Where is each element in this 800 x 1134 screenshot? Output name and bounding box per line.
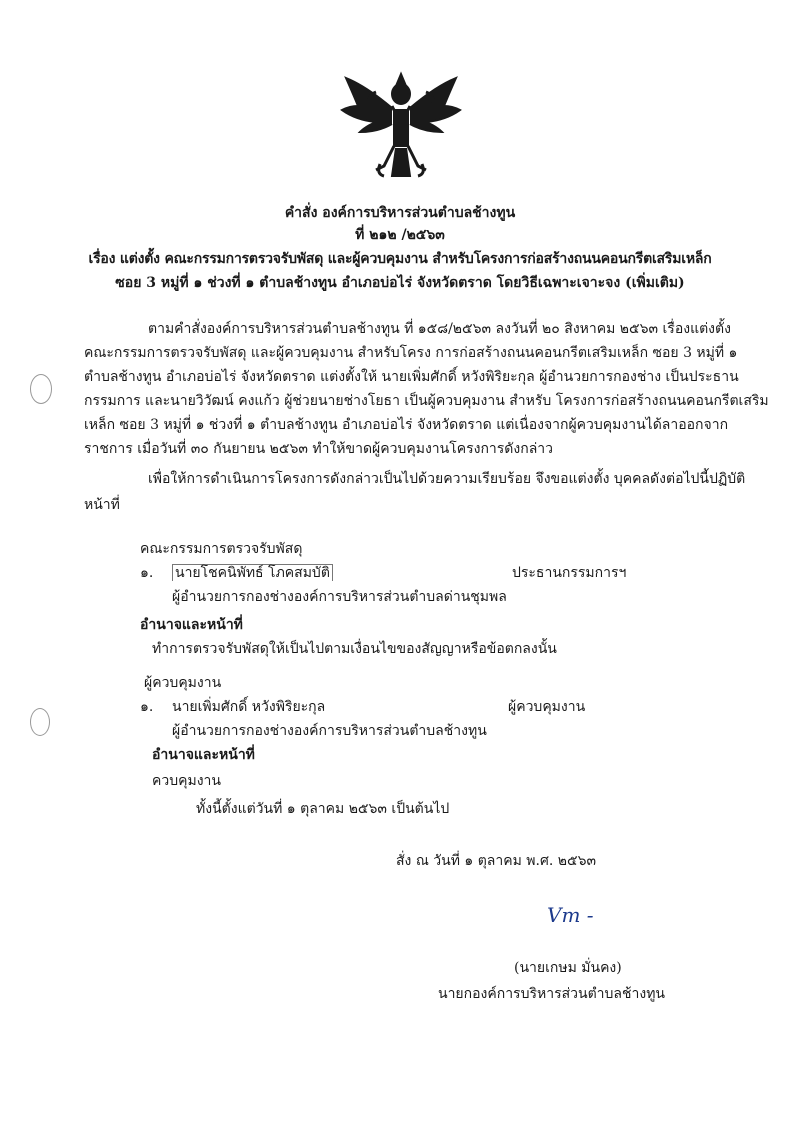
order-title: คำสั่ง องค์การบริหารส่วนตำบลช้างทูน [284,205,516,221]
signer-title: นายกองค์การบริหารส่วนตำบลช้างทูน [438,986,665,1002]
supervisor-name: นายเพิ่มศักดิ์ หวังพิริยะกุล [172,699,326,715]
committee-role: ประธานกรรมการฯ [512,565,627,581]
para1-line-6: ราชการ เมื่อวันที่ ๓๐ กันยายน ๒๕๖๓ ทำให้ขาดผู้ควบคุมงานโครงการดังกล่าว [84,441,554,457]
signature-text: Vm - [547,903,594,927]
garuda-emblem-icon [336,66,466,181]
committee-duty-text: ทำการตรวจรับพัสดุให้เป็นไปตามเงื่อนไขของสัญญาหรือข้อตกลงนั้น [152,641,557,657]
para2-line-2: หน้าที่ [84,497,120,513]
para1-line-2: คณะกรรมการตรวจรับพัสดุ และผู้ควบคุมงาน สำหรับโครง การก่อสร้างถนนคอนกรีตเสริมเหล็ก ซอย 3 หมู่ที่ ๑ [84,345,738,361]
order-date: สั่ง ณ วันที่ ๑ ตุลาคม พ.ศ. ๒๕๖๓ [396,853,597,869]
signer-name: (นายเกษม มั่นคง) [514,960,622,976]
para2-line-1: เพื่อให้การดำเนินการโครงการดังกล่าวเป็นไปด้วยความเรียบร้อย จึงขอแต่งตั้ง บุคคลดังต่อไปนี้ปฏิบัติ [148,471,746,487]
para1-line-5: เหล็ก ซอย 3 หมู่ที่ ๑ ช่วงที่ ๑ ตำบลช้างทูน อำเภอบ่อไร่ จังหวัดตราด แต่เนื่องจากผู้ควบคุมงานได้ลาออกจาก [84,417,729,433]
supervisor-role: ผู้ควบคุมงาน [508,699,586,715]
hole-punch-mark-icon [30,708,50,736]
supervisor-duty-heading: อำนาจและหน้าที่ [152,747,255,763]
supervisor-duty-text: ควบคุมงาน [152,773,221,789]
supervisor-position: ผู้อำนวยการกองช่างองค์การบริหารส่วนตำบลช้างทูน [172,723,487,739]
committee-heading: คณะกรรมการตรวจรับพัสดุ [140,541,303,557]
para1-line-3: ตำบลช้างทูน อำเภอบ่อไร่ จังหวัดตราด แต่งตั้งให้ นายเพิ่มศักดิ์ หวังพิริยะกุล ผู้อำนวยการกองช่าง เป็นประธาน [84,369,739,385]
committee-position: ผู้อำนวยการกองช่างองค์การบริหารส่วนตำบลด่านชุมพล [172,589,507,605]
hole-punch-mark-icon [30,374,52,404]
committee-number: ๑. [140,565,154,581]
para1-line-1: ตามคำสั่งองค์การบริหารส่วนตำบลช้างทูน ที่ ๑๕๘/๒๕๖๓ ลงวันที่ ๒๐ สิงหาคม ๒๕๖๓ เรื่องแต่งตั้ง [148,321,731,337]
subject-line-2: ซอย 3 หมู่ที่ ๑ ช่วงที่ ๑ ตำบลช้างทูน อำเภอบ่อไร่ จังหวัดตราด โดยวิธีเฉพาะเจาะจง (เพิ่มเติม) [115,275,685,291]
supervisor-heading: ผู้ควบคุมงาน [144,675,222,691]
subject-line-1: เรื่อง แต่งตั้ง คณะกรรมการตรวจรับพัสดุ และผู้ควบคุมงาน สำหรับโครงการก่อสร้างถนนคอนกรีตเสริมเหล็ก [88,251,712,267]
committee-name [172,562,333,585]
order-number: ที่ ๒๑๒ /๒๕๖๓ [355,227,445,243]
signature-mark [543,900,613,930]
committee-name-text: นายโชคนิพัทธ์ โภคสมบัติ [172,564,333,581]
supervisor-number: ๑. [140,699,154,715]
effective-date: ทั้งนี้ตั้งแต่วันที่ ๑ ตุลาคม ๒๕๖๓ เป็นต้นไป [196,801,450,817]
committee-duty-heading: อำนาจและหน้าที่ [140,617,243,633]
para1-line-4: กรรมการ และนายวิวัฒน์ คงแก้ว ผู้ช่วยนายช่างโยธา เป็นผู้ควบคุมงาน สำหรับ โครงการก่อสร้างถนนคอนกรีตเสริม [84,393,769,409]
